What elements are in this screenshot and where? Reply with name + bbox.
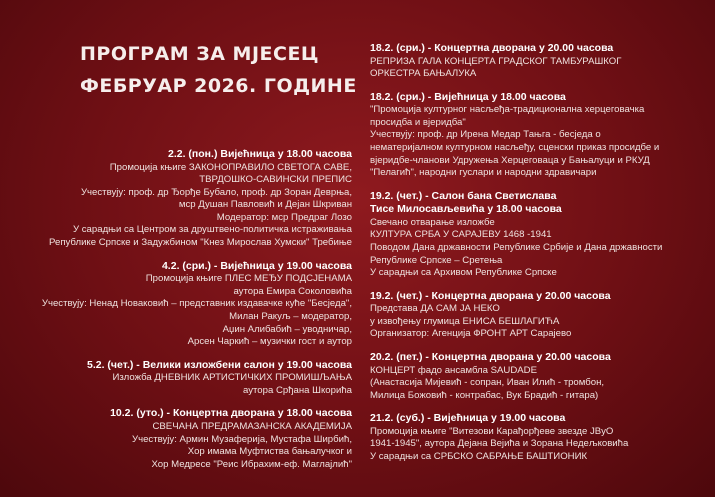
event-detail-line: У сарадњи са СРБСКО САБРАЊЕ БАШТИОНИК bbox=[370, 450, 588, 462]
event-detail-line: Изложба ДНЕВНИК АРТИСТИЧКИХ ПРОМИШЉАЊА bbox=[112, 372, 352, 384]
event-heading: 20.2. (пет.) - Концертна дворана у 20.00 часова bbox=[370, 351, 611, 363]
event-heading: 19.2. (чет.) - Концертна дворана у 20.00 часова bbox=[370, 289, 611, 302]
event-item bbox=[370, 351, 708, 402]
event-detail-line: у извођењу глумица ЕНИСА БЕШЛАГИЋА bbox=[370, 315, 560, 327]
event-detail-line: Представа ДА САМ ЈА НЕКО bbox=[370, 303, 500, 315]
event-detail-line: вјеридбе-чланови Удружења Херцеговаца у Бањалуци и РКУД bbox=[370, 154, 650, 166]
event-detail-line: Поводом Дана државности Републике Србије и Дана државности bbox=[370, 241, 663, 253]
event-detail-line: Милица Божовић - контрабас, Вук Брадић - гитара) bbox=[370, 389, 599, 401]
event-detail-line: аутора Емира Соколовића bbox=[233, 285, 352, 297]
event-item bbox=[370, 91, 708, 180]
event-detail-line: Промоција књиге "Витезови Карађорђеве звезде ЈВуО bbox=[370, 425, 614, 437]
event-heading: 21.2. (суб.) - Вијећница у 19.00 часова bbox=[370, 412, 566, 425]
title-line-2: ФЕБРУАР 2026. ГОДИНЕ bbox=[80, 75, 357, 97]
event-item bbox=[370, 412, 708, 463]
right-column bbox=[370, 42, 708, 474]
event-heading: 10.2. (уто.) - Концертна дворана у 18.00 часова bbox=[110, 407, 352, 420]
event-detail-line: Републике Српске – Сретења bbox=[370, 254, 503, 266]
event-heading: 18.2. (сри.) - Концертна дворана у 20.00 часова bbox=[370, 42, 614, 54]
event-detail-line: Аџин Алибабић – уводничар, bbox=[222, 323, 352, 335]
event-item bbox=[370, 42, 708, 81]
event-detail-line: КОНЦЕРТ фадо ансамбла SAUDADE bbox=[370, 364, 537, 376]
event-detail-line: СВЕЧАНА ПРЕДРАМАЗАНСКА АКАДЕМИЈА bbox=[152, 420, 352, 432]
event-detail-line: У сарадњи са Архивом Републике Српске bbox=[370, 267, 557, 279]
event-detail-line: 1941-1945", аутора Дејана Вејића и Зорана Недељковића bbox=[370, 438, 629, 450]
event-detail-line: Учествују: Армин Музаферија, Мустафа Ширбић, bbox=[131, 433, 352, 445]
page-title bbox=[80, 38, 360, 102]
event-detail-line: КУЛТУРА СРБА У САРАЈЕВУ 1468 -1941 bbox=[370, 229, 552, 241]
event-detail-line: Организатор: Агенција ФРОНТ АРТ Сарајево bbox=[370, 328, 572, 340]
event-detail-line: "Пелагић", народни гуслари и народни здравичари bbox=[370, 167, 597, 179]
event-detail-line: Хор Медресе "Реис Ибрахим-еф. Маглајлић" bbox=[151, 458, 352, 470]
event-item bbox=[370, 190, 708, 280]
event-detail-line: "Промоција културног насљеђа-традиционална херцеговачка bbox=[370, 104, 645, 116]
event-detail-line: Промоција књиге ЗАКОНОПРАВИЛО СВЕТОГА САВЕ, bbox=[109, 161, 352, 173]
event-detail-line: Свечано отварање изложбе bbox=[370, 216, 495, 228]
event-detail-line: Републике Српске и Задужбином "Кнез Мирослав Хумски" Требиње bbox=[49, 237, 352, 249]
event-item bbox=[6, 260, 352, 349]
event-detail-line: РЕПРИЗА ГАЛА КОНЦЕРТА ГРАДСКОГ ТАМБУРАШКОГ bbox=[370, 55, 622, 67]
event-detail-line: нематеријалном културном насљеђу, сценски приказ просидбе и bbox=[370, 141, 660, 153]
event-detail-line: Учествују: проф. др Ђорђе Бубало, проф. др Зоран Деврња, bbox=[80, 186, 352, 198]
event-detail-line: Промоција књиге ПЛЕС МЕЂУ ПОДСЈЕНАМА bbox=[145, 273, 352, 285]
event-heading: 2.2. (пон.) Вијећница у 18.00 часова bbox=[168, 148, 352, 160]
event-heading: 18.2. (сри.) - Вијећница у 18.00 часова bbox=[370, 90, 566, 103]
event-detail-line: Учествују: проф. др Ирена Медар Тањга - бесједа о bbox=[370, 129, 601, 141]
title-line-1: ПРОГРАМ ЗА МЈЕСЕЦ bbox=[80, 43, 320, 65]
event-detail-line: У сарадњи са Центром за друштвено-политичка истраживања bbox=[73, 224, 352, 236]
event-item bbox=[6, 407, 352, 471]
event-detail-line: мср Душан Павловић и Дејан Шкриван bbox=[178, 199, 352, 211]
event-detail-line: Модератор: мср Предраг Лозо bbox=[216, 211, 352, 223]
event-item bbox=[6, 148, 352, 250]
event-detail-line: Арсен Чаркић – музички гост и аутор bbox=[187, 336, 352, 348]
event-heading: 5.2. (чет.) - Велики изложбени салон у 19.00 часова bbox=[87, 358, 352, 371]
event-detail-line: аутора Срђана Шкорића bbox=[242, 384, 352, 396]
event-heading: 19.2. (чет.) - Салон бана Светислава bbox=[370, 189, 557, 202]
event-detail-line: ТВРДОШКО-САВИНСКИ ПРЕПИС bbox=[199, 174, 352, 186]
event-detail-line: просидба и вјеридба" bbox=[370, 116, 466, 128]
event-detail-line: Учествују: Ненад Новаковић – представник издавачке куће "Бесједа", bbox=[41, 298, 352, 310]
left-column bbox=[6, 148, 352, 481]
event-heading: 4.2. (сри.) - Вијећница у 19.00 часова bbox=[161, 259, 352, 272]
event-heading-continued: Тисе Милосављевића у 18.00 часова bbox=[370, 203, 562, 216]
event-detail-line: (Анастасија Мијевић - сопран, Иван Илић - тромбон, bbox=[370, 377, 605, 389]
event-item bbox=[370, 290, 708, 341]
event-detail-line: Хор имама Муфтиства бањалучког и bbox=[187, 446, 352, 458]
event-detail-line: ОРКЕСТРА БАЊАЛУКА bbox=[370, 68, 477, 80]
event-item bbox=[6, 359, 352, 398]
event-detail-line: Милан Ракуљ – модератор, bbox=[229, 310, 352, 322]
